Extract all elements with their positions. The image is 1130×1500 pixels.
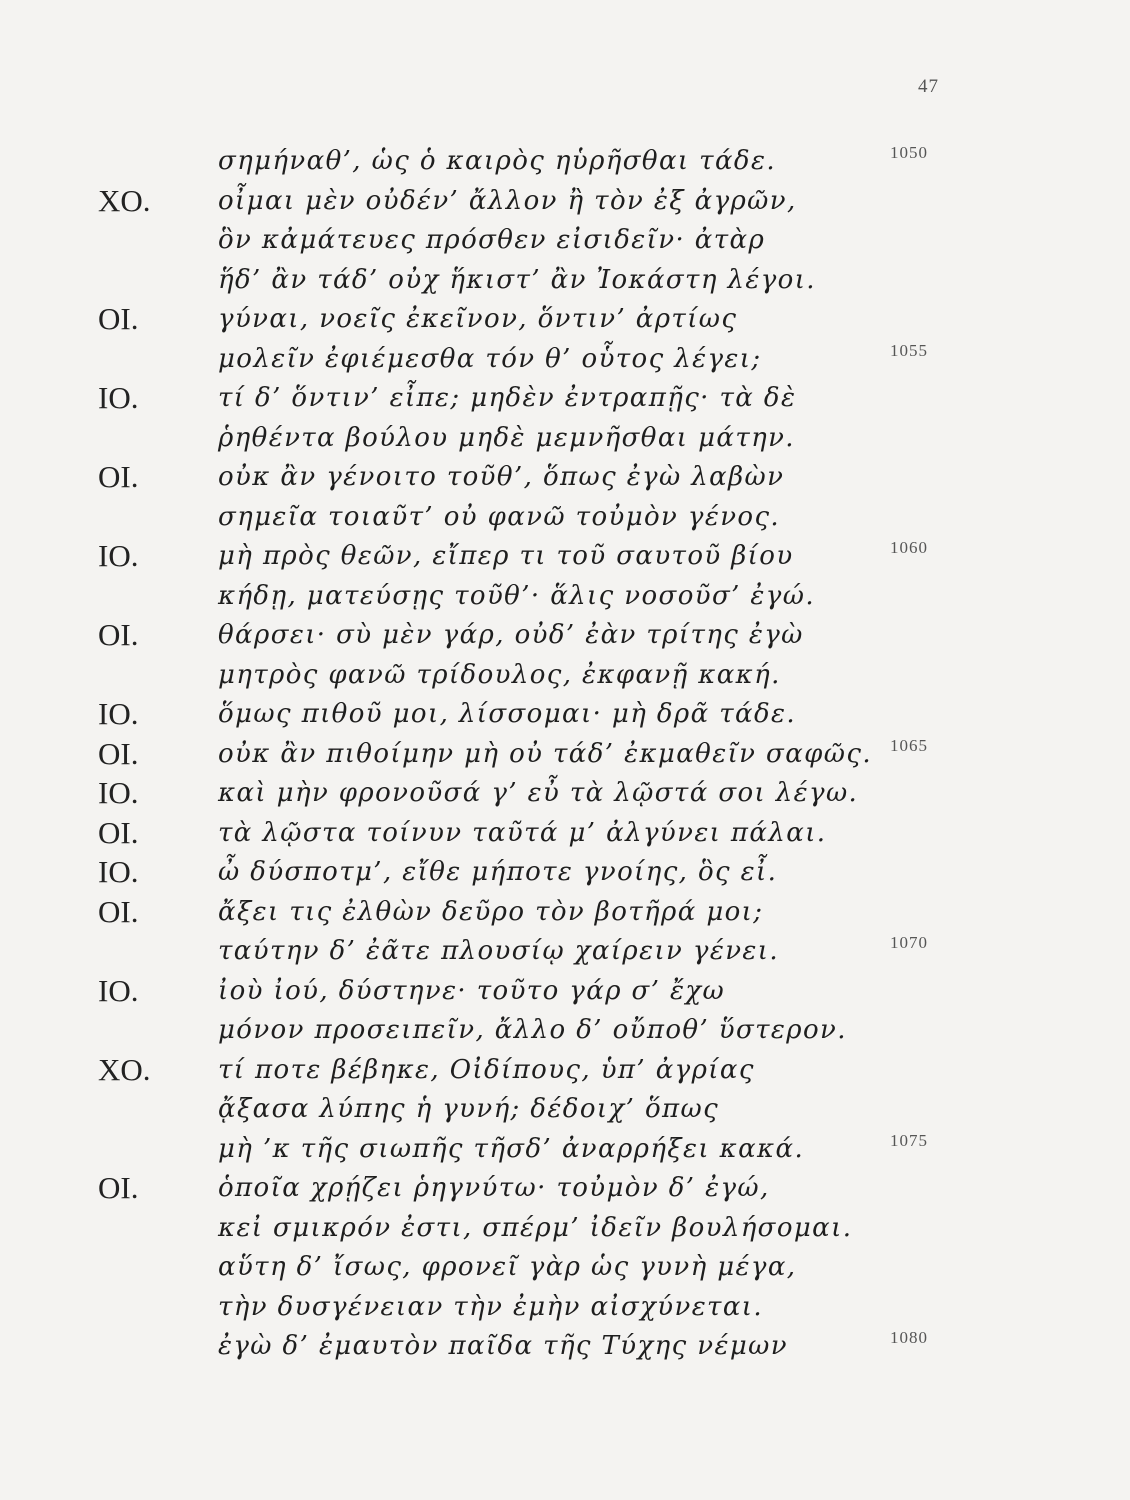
verse-text: ταύτην δ’ ἐᾶτε πλουσίῳ χαίρειν γένει.: [218, 936, 780, 966]
speaker-label: ΙΟ.: [98, 538, 139, 573]
verse-line: [0, 852, 1130, 892]
verse-line: [0, 1287, 1130, 1327]
verse-line: [0, 773, 1130, 813]
verse-text: ἰοὺ ἰού, δύστηνε· τοῦτο γάρ σ’ ἔχω: [218, 975, 726, 1006]
verse-line: [0, 141, 1130, 181]
line-number: 1055: [890, 340, 928, 360]
verse-text: ῥηθέντα βούλου μηδὲ μεμνῆσθαι μάτην.: [218, 422, 795, 453]
verse-text: οἶμαι μὲν οὐδέν’ ἄλλον ἢ τὸν ἐξ ἀγρῶν,: [218, 185, 797, 216]
speaker-label: ΟΙ.: [98, 459, 139, 494]
verse-line: [0, 339, 1130, 379]
verse-text: καὶ μὴν φρονοῦσά γ’ εὖ τὰ λῷστά σοι λέγω.: [218, 778, 859, 808]
verse-text: μὴ ’κ τῆς σιωπῆς τῆσδ’ ἀναρρήξει κακά.: [218, 1133, 805, 1164]
verse-line: [0, 576, 1130, 616]
verse-line: [0, 378, 1130, 418]
verse-line: [0, 615, 1130, 655]
verse-text: σημεῖα τοιαῦτ’ οὐ φανῶ τοὐμὸν γένος.: [218, 501, 781, 532]
speaker-label: ΧΟ.: [98, 1051, 151, 1087]
verse-text: κήδῃ, ματεύσῃς τοῦθ’· ἅλις νοσοῦσ’ ἐγώ.: [218, 580, 815, 611]
verse-text: οὐκ ἂν γένοιτο τοῦθ’, ὅπως ἐγὼ λαβὼν: [218, 462, 785, 492]
verse-line: [0, 734, 1130, 774]
verse-line: [0, 181, 1130, 221]
verse-line: [0, 260, 1130, 300]
verse-text: οὐκ ἂν πιθοίμην μὴ οὐ τάδ’ ἐκμαθεῖν σαφῶς.: [218, 738, 872, 769]
verse-text: κεἰ σμικρόν ἐστι, σπέρμ’ ἰδεῖν βουλήσομαι.: [218, 1212, 853, 1243]
speaker-label: ΟΙ.: [98, 617, 139, 652]
verse-line: [0, 457, 1130, 497]
line-number: 1065: [890, 735, 928, 755]
verse-text: μόνον προσειπεῖν, ἄλλο δ’ οὔποθ’ ὕστερον.: [218, 1015, 847, 1045]
verse-text: σημήναθ’, ὡς ὁ καιρὸς ηὑρῆσθαι τάδε.: [218, 146, 776, 176]
verse-text: ἐγὼ δ’ ἐμαυτὸν παῖδα τῆς Τύχης νέμων: [218, 1331, 788, 1361]
verse-line: [0, 1168, 1130, 1208]
speaker-label: ΟΙ.: [98, 893, 139, 929]
verse-text: τὴν δυσγένειαν τὴν ἐμὴν αἰσχύνεται.: [218, 1291, 764, 1322]
verse-line: [0, 497, 1130, 537]
speaker-label: ΙΟ.: [98, 972, 139, 1008]
verse-line: [0, 220, 1130, 260]
verse-text: ἥδ’ ἂν τάδ’ οὐχ ἥκιστ’ ἂν Ἰοκάστη λέγοι.: [218, 264, 816, 295]
verse-text: θάρσει· σὺ μὲν γάρ, οὐδ’ ἐὰν τρίτης ἐγὼ: [218, 620, 804, 650]
verse-text: τί ποτε βέβηκε, Οἰδίπους, ὑπ’ ἀγρίας: [218, 1054, 755, 1085]
verse-line: [0, 1247, 1130, 1287]
verse-text: γύναι, νοεῖς ἐκεῖνον, ὅντιν’ ἀρτίως: [218, 304, 738, 334]
verse-text: ἄξει τις ἐλθὼν δεῦρο τὸν βοτῆρά μοι;: [218, 896, 764, 927]
verse-text: ὅμως πιθοῦ μοι, λίσσομαι· μὴ δρᾶ τάδε.: [218, 699, 797, 729]
verse-line: [0, 813, 1130, 853]
speaker-label: ΧΟ.: [98, 182, 151, 218]
speaker-label: ΙΟ.: [98, 854, 139, 889]
verse-line: [0, 1010, 1130, 1050]
page-number: 47: [918, 76, 939, 97]
verse-text: τὰ λῷστα τοίνυν ταῦτά μ’ ἀλγύνει πάλαι.: [218, 817, 827, 848]
verse-text: ὃν κἀμάτευες πρόσθεν εἰσιδεῖν· ἀτὰρ: [218, 225, 766, 255]
verse-text: μὴ πρὸς θεῶν, εἴπερ τι τοῦ σαυτοῦ βίου: [218, 541, 794, 571]
verse-line: [0, 1129, 1130, 1169]
line-number: 1050: [890, 143, 928, 162]
verse-line: [0, 694, 1130, 734]
verse-line: [0, 299, 1130, 339]
verse-line: [0, 536, 1130, 576]
verse-text: αὕτη δ’ ἴσως, φρονεῖ γὰρ ὡς γυνὴ μέγα,: [218, 1252, 797, 1282]
line-number: 1060: [890, 538, 928, 557]
verse-text: τί δ’ ὅντιν’ εἶπε; μηδὲν ἐντραπῇς· τὰ δὲ: [218, 383, 797, 413]
verse-text: ᾄξασα λύπης ἡ γυνή; δέδοιχ’ ὅπως: [218, 1094, 720, 1124]
verse-line: [0, 1050, 1130, 1090]
speaker-label: ΟΙ.: [98, 1170, 139, 1205]
verse-line: [0, 418, 1130, 458]
verse-line: [0, 971, 1130, 1011]
speaker-label: ΙΟ.: [98, 696, 139, 731]
verse-line: [0, 1208, 1130, 1248]
verse-line: [0, 892, 1130, 932]
verse-line: [0, 1089, 1130, 1129]
verse-line: [0, 655, 1130, 695]
verse-text: ὁποῖα χρῄζει ῥηγνύτω· τοὐμὸν δ’ ἐγώ,: [218, 1173, 770, 1203]
verse-text: μολεῖν ἐφιέμεσθα τόν θ’ οὗτος λέγει;: [218, 343, 762, 374]
line-number: 1070: [890, 933, 928, 952]
speaker-label: ΟΙ.: [98, 735, 139, 771]
verse-line: [0, 931, 1130, 971]
verse-text: μητρὸς φανῶ τρίδουλος, ἐκφανῇ κακή.: [218, 659, 781, 690]
speaker-label: ΙΟ.: [98, 775, 139, 810]
verse-text: ὦ δύσποτμ’, εἴθε μήποτε γνοίης, ὃς εἶ.: [218, 857, 778, 887]
speaker-label: ΙΟ.: [98, 380, 139, 415]
line-number: 1080: [890, 1328, 928, 1347]
speaker-label: ΟΙ.: [98, 301, 139, 336]
verse-line: [0, 1326, 1130, 1366]
speaker-label: ΟΙ.: [98, 814, 139, 850]
line-number: 1075: [890, 1130, 928, 1150]
